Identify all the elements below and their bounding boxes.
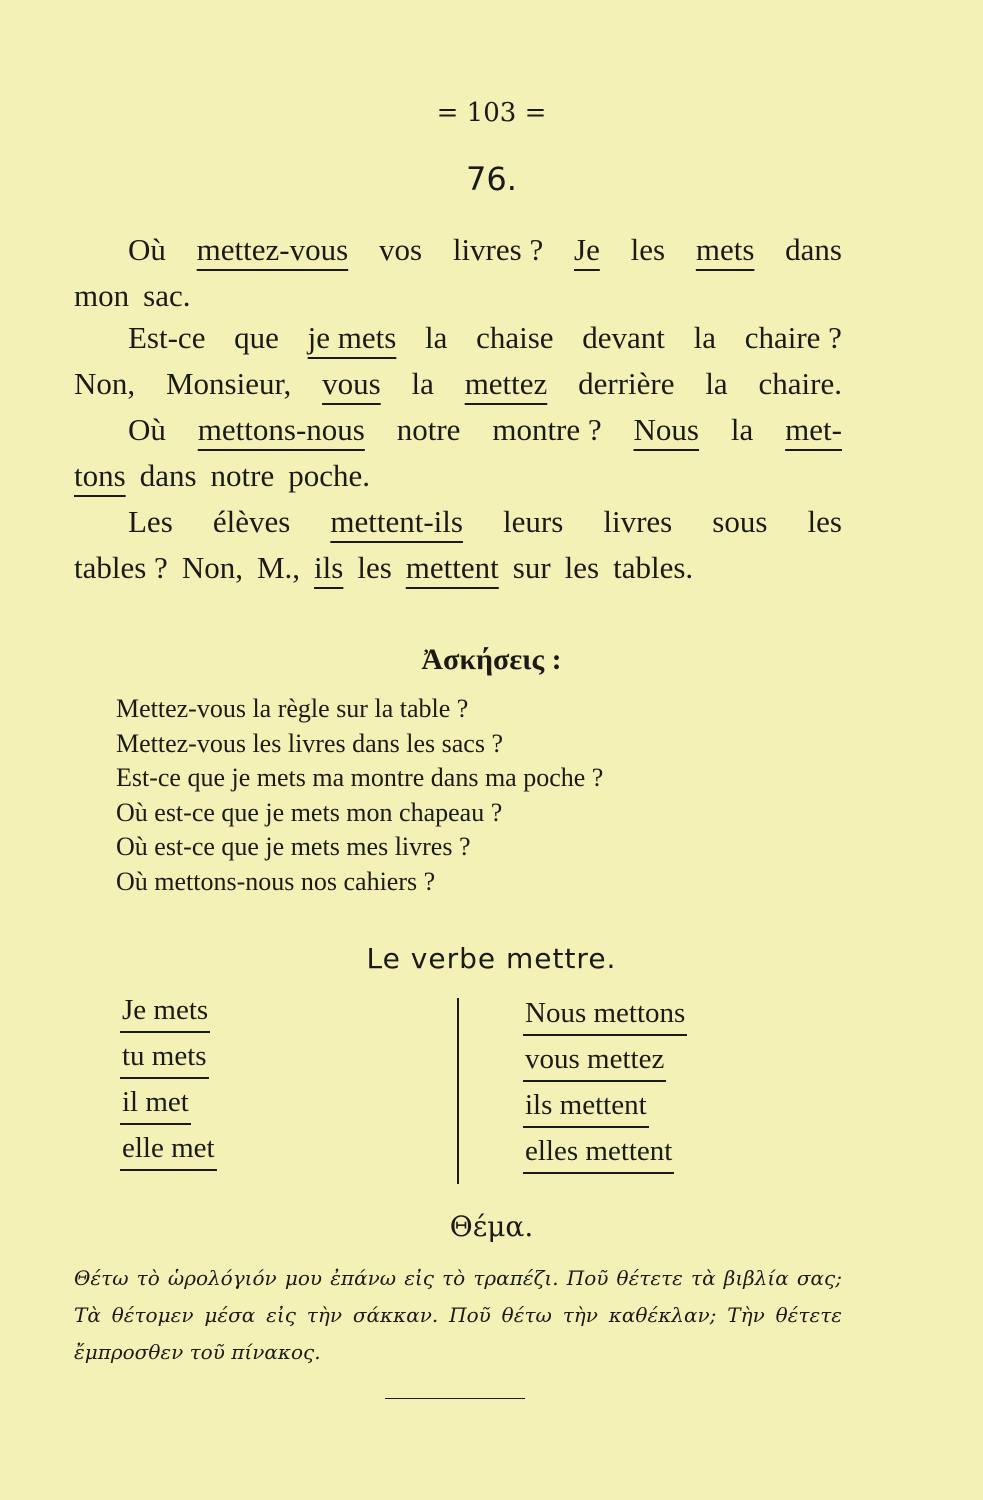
word: la	[411, 366, 434, 401]
word: les	[357, 550, 392, 585]
conjugation-cell: elles mettent	[523, 1135, 674, 1174]
word: chaire.	[758, 366, 842, 401]
word: les	[564, 550, 600, 585]
word: chaise	[476, 320, 554, 355]
theme-title: Θέμα.	[449, 1210, 534, 1243]
reading-line-8	[74, 550, 842, 586]
word: chaire ?	[744, 320, 842, 355]
word: Non,	[74, 366, 136, 401]
word: la	[705, 366, 728, 401]
word: les	[630, 232, 666, 267]
word: élèves	[212, 504, 291, 539]
word: montre ?	[492, 412, 602, 447]
word: M.,	[256, 550, 301, 585]
word: sur	[512, 550, 551, 585]
word: les	[807, 504, 842, 539]
conjugation-cell: vous mettez	[523, 1043, 666, 1082]
word: la	[425, 320, 448, 355]
word: notre	[210, 458, 275, 493]
exercise-item: Où mettons-nous nos cahiers ?	[116, 866, 436, 896]
conjugation-cell: Nous mettons	[523, 997, 687, 1036]
reading-line-4	[74, 366, 842, 402]
word: tables.	[613, 550, 694, 585]
underlined-verb: mettez-vous	[196, 232, 349, 267]
underlined-verb: mettez	[464, 366, 548, 401]
word: dans	[785, 232, 842, 267]
verb-title: Le verbe mettre.	[366, 942, 617, 975]
reading-line-1	[128, 232, 842, 268]
word: Où	[128, 232, 166, 267]
exercise-item: Mettez-vous les livres dans les sacs ?	[116, 728, 504, 758]
underlined-verb: tons	[74, 458, 126, 493]
word: notre	[396, 412, 461, 447]
word: mon	[74, 278, 130, 313]
conjugation-cell: ils mettent	[523, 1089, 649, 1128]
word: la	[730, 412, 754, 447]
conjugation-cell: Je mets	[120, 994, 210, 1033]
underlined-verb: mettent-ils	[330, 504, 463, 539]
word: sac.	[143, 278, 191, 313]
word: devant	[582, 320, 665, 355]
underlined-verb: met-	[785, 412, 842, 447]
bottom-rule	[385, 1398, 525, 1399]
word: la	[693, 320, 716, 355]
word: leurs	[503, 504, 564, 539]
exercises-list	[116, 692, 603, 900]
page-number-header: = 103 =	[436, 98, 547, 128]
word: derrière	[578, 366, 675, 401]
lesson-number: 76.	[466, 160, 517, 198]
underlined-verb: je mets	[307, 320, 397, 355]
word: Les	[128, 504, 173, 539]
word: tables ?	[74, 550, 168, 585]
exercise-item: Où est-ce que je mets mon chapeau ?	[116, 797, 503, 827]
exercise-item: Mettez-vous la règle sur la table ?	[116, 694, 469, 723]
word: poche.	[288, 458, 370, 493]
conjugation-cell: il met	[120, 1086, 191, 1125]
reading-line-3	[128, 320, 842, 356]
word: livres	[603, 504, 673, 539]
underlined-verb: mets	[695, 232, 755, 267]
underlined-verb: mettons-nous	[197, 412, 365, 447]
underlined-pronoun: vous	[322, 366, 381, 401]
word: Où	[128, 412, 166, 447]
conjugation-divider	[457, 998, 459, 1184]
reading-line-5	[128, 412, 842, 448]
underlined-pronoun: Nous	[633, 412, 699, 447]
exercise-item: Est-ce que je mets ma montre dans ma poche ?	[116, 763, 604, 793]
reading-line-2	[74, 278, 842, 314]
conjugation-cell: tu mets	[120, 1040, 209, 1079]
reading-line-7	[128, 504, 842, 540]
underlined-verb: mettent	[405, 550, 499, 585]
word: sous	[712, 504, 768, 539]
word: Est-ce	[128, 320, 206, 355]
word: livres ?	[452, 232, 544, 267]
theme-text: Θέτω τὸ ὡρολόγιόν μου ἐπάνω εἰς τὸ τραπέζι. Ποῦ θέτετε τὰ βιβλία σας; Τὰ θέτομεν μέσα εἰς τὴν σάκκαν. Ποῦ θέτω τὴν καθέκλαν; Τὴν θέτετε ἔμπροσθεν τοῦ πίνακος.	[74, 1266, 842, 1364]
word: vos	[378, 232, 423, 267]
exercises-title: Ἀσκήσεις :	[421, 643, 562, 676]
word: Non,	[181, 550, 243, 585]
conjugation-cell: elle met	[120, 1132, 217, 1171]
underlined-pronoun: Je	[574, 232, 600, 267]
underlined-pronoun: ils	[314, 550, 344, 585]
word: Monsieur,	[165, 366, 292, 401]
word: que	[234, 320, 279, 355]
word: dans	[139, 458, 197, 493]
reading-line-6	[74, 458, 842, 494]
exercise-item: Où est-ce que je mets mes livres ?	[116, 832, 471, 862]
